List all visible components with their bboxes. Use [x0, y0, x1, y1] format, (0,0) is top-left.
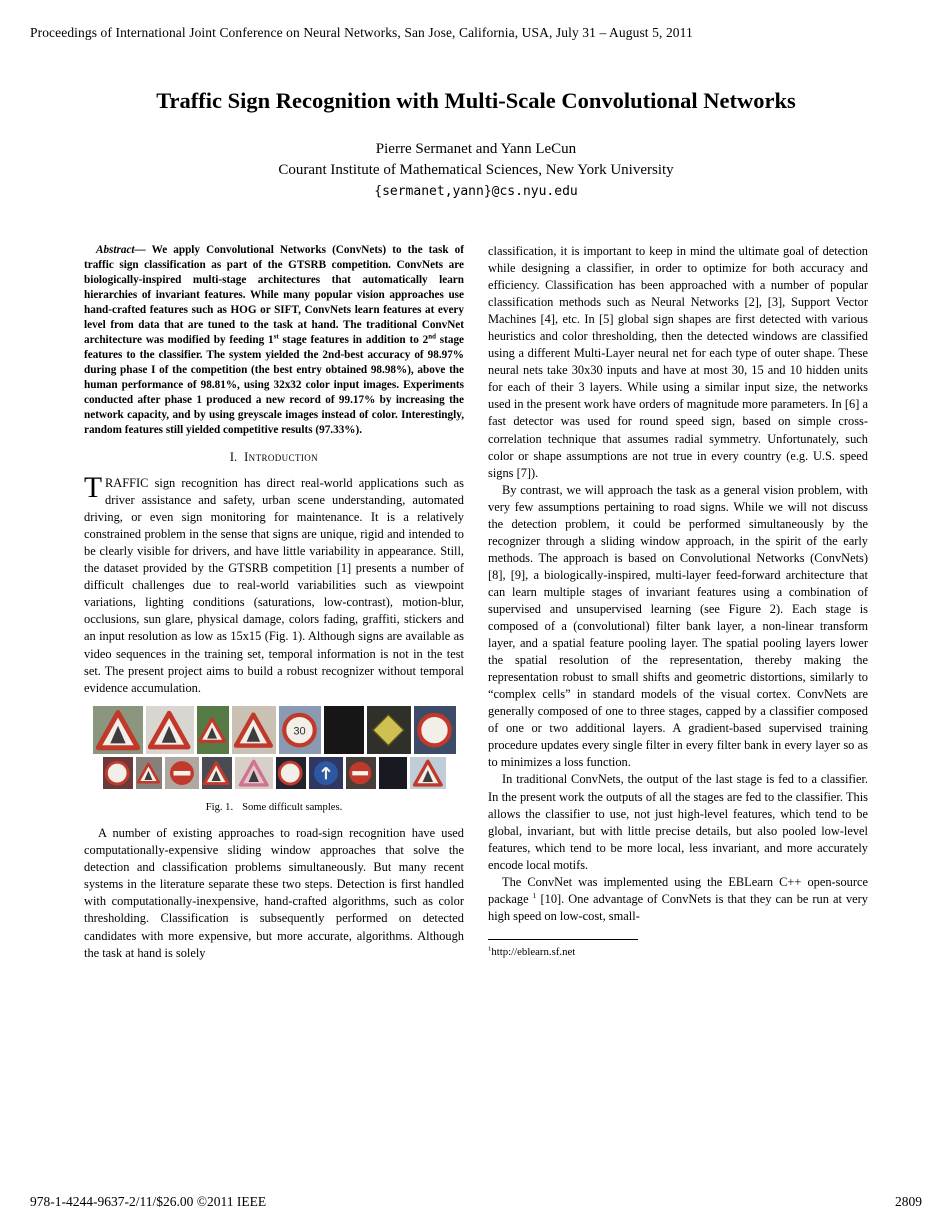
sign-thumbnail [410, 757, 446, 789]
dropcap-letter: T [84, 472, 103, 505]
sign-thumbnail [346, 757, 376, 789]
body-paragraph-right-2: By contrast, we will approach the task as a general vision problem, with very few assumptions pertaining to road signs. While we will not discuss the detection problem, it could be performed simultaneously by the recognizer through a sliding window approach, in the spirit of the early methods. The approach is based on Convolutional Networks (ConvNets) [8], [9], a biologically-inspired, multi-layer feed-forward architecture that can learn multiple stages of invariant features using a combination of supervised and unsupervised learning (see Figure 2). Each stage is composed of a (convolutional) filter bank layer, a non-linear transform layer, and a spatial feature pooling layer. The spatial pooling layers lower the spatial resolution of the representation, thereby making the representation robust to small shifts and geometric distortions, similarly to “complex cells” in standard models of the visual cortex. ConvNets are generally composed of one to three stages, capped by a classifier composed of one or two additional layers. A gradient-based supervised training procedure updates every single filter in every filter bank in every layer so as to minimizes a loss function. [488, 482, 868, 770]
section-number: I. [229, 450, 238, 464]
footnote-rule [488, 939, 638, 940]
body-paragraph-right-4a: The ConvNet was implemented using the EBLearn C++ open-source package [488, 874, 868, 906]
sign-thumbnail [165, 757, 199, 789]
left-column [84, 243, 464, 962]
figure-caption-text: Some difficult samples. [242, 801, 343, 813]
abstract-text-3: stage features to the classifier. The system yielded the 2nd-best accuracy of 98.97% during phase I of the competition (the best entry obtained 98.98%), above the human performance of 98.81%, using 32x32 color input images. Experiments conducted after phase 1 produced a new record of 99.17% by increasing the network capacity, and by using greyscale images instead of color. Interestingly, random features still yielded competitive results (97.33%). [84, 334, 464, 436]
figure-caption [84, 801, 464, 816]
abstract-text-2: stage features in addition to 2 [278, 334, 429, 346]
sign-thumbnail [93, 706, 143, 754]
sign-thumbnail [276, 757, 306, 789]
two-column-body [84, 243, 868, 962]
sign-thumbnail [235, 757, 273, 789]
footnote-marker: 1 [488, 945, 492, 953]
sign-thumbnail [232, 706, 276, 754]
right-column [488, 243, 868, 962]
abstract-text-1: We apply Convolutional Networks (ConvNets) to the task of traffic sign classification as part of the GTSRB competition. ConvNets are biologically-inspired multi-stage architectures that automatically learn hierarchies of invariant features. While many popular vision approaches use hand-crafted features such as HOG or SIFT, ConvNets learn features at every level from data that are tuned to the task at hand. The traditional ConvNet architecture was modified by feeding 1 [84, 244, 464, 346]
body-paragraph-left-2: A number of existing approaches to road-sign recognition have used computationally-expensive sliding window approaches that solve the detection and classification problems simultaneously. But many recent systems in the literature separate these two steps. Detection is first handled with computationally-inexpensive, hand-crafted algorithms, such as color thresholding. Classification is subsequently performed on detected candidates with more expensive, but more accurate, algorithms. Although the task at hand is solely [84, 826, 464, 960]
footnote [488, 939, 868, 960]
affiliation: Courant Institute of Mathematical Sciences, New York University [278, 162, 674, 178]
intro-paragraph [84, 472, 464, 697]
sign-thumbnail [136, 757, 162, 789]
body-paragraph-right-4b: [10]. One advantage of ConvNets is that they can be run at very high speed on low-cost, small- [488, 891, 868, 923]
svg-text:30: 30 [293, 725, 306, 738]
section-heading-introduction [84, 449, 464, 466]
sign-thumbnail [414, 706, 456, 754]
proceedings-header: Proceedings of International Joint Conference on Neural Networks, San Jose, California, USA, July 31 – August 5, 2011 [30, 25, 693, 40]
abstract-label: Abstract— [96, 244, 146, 256]
sign-thumbnail [202, 757, 232, 789]
paper-title: Traffic Sign Recognition with Multi-Scale Convolutional Networks [156, 88, 796, 113]
figure-1 [84, 706, 464, 816]
page-content [0, 88, 952, 962]
page-number: 2809 [895, 1194, 922, 1209]
intro-paragraph-text: RAFFIC sign recognition has direct real-world applications such as driver assistance and safety, urban scene understanding, automated driving, or even sign monitoring for maintenance. It is a relatively constrained problem in the sense that signs are unique, rigid and intended to be clearly visible for drivers, and have little variability in appearance. Still, the dataset provided by the GTSRB competition [1] presents a number of difficult challenges due to real-world variabilities such as viewpoint variations, lighting conditions (saturations, low-contrast), motion-blur, occlusions, sun glare, physical damage, colors fading, graffiti, stickers and an input resolution as low as 15x15 (Fig. 1). Although signs are available as video sequences in the training set, temporal information is not in the test set. The present project aims to build a robust recognizer without temporal evidence accumulation. [84, 476, 464, 695]
sign-thumbnail [309, 757, 343, 789]
sign-thumbnail [324, 706, 364, 754]
sign-thumbnail [367, 706, 411, 754]
section-title: Introduction [244, 450, 319, 464]
sign-thumbnail [103, 757, 133, 789]
figure-row-1 [84, 706, 464, 754]
superscript-st: st [273, 332, 279, 341]
sign-thumbnail [279, 706, 321, 754]
body-paragraph-right-1: classification, it is important to keep in mind the ultimate goal of detection while designing a classifier, in order to optimize for both accuracy and efficiency. Classification has been approached with a number of popular classification methods such as Neural Networks [2], [3], Support Vector Machines [4], etc. In [5] global sign shapes are first detected with various heuristics and color thresholding, then the detected windows are classified using a different Multi-Layer neural net for each type of outer shape. These neural nets take 30x30 inputs and have at most 30, 15 and 10 hidden units for each of their 3 layers. While using a similar input size, the networks used in the present work have orders of magnitude more parameters. In [6] a fast detector was used for round speed sign, based on simple cross-correlation technique that assumes radial symmetry. Unfortunately, such color or shape assumptions are not true in every country (e.g. U.S. speed signs [7]). [488, 244, 868, 480]
authors: Pierre Sermanet and Yann LeCun [375, 141, 577, 157]
body-paragraph-right-3: In traditional ConvNets, the output of the last stage is fed to a classifier. In the present work the outputs of all the stages are fed to the classifier. This allows the classifier to use, not just high-level features, which tend to be global, invariant, but with little precise details, but also pooled low-level features, which tend to be more local, less invariant, and more accurately encode local motifs. [488, 772, 868, 872]
byline [84, 141, 868, 199]
sign-thumbnail [197, 706, 229, 754]
figure-row-2 [84, 757, 464, 789]
figure-label: Fig. 1. [205, 801, 234, 813]
footnote-reference-marker: 1 [532, 890, 537, 900]
copyright-line: 978-1-4244-9637-2/11/$26.00 ©2011 IEEE [30, 1194, 267, 1209]
sign-thumbnail [379, 757, 407, 789]
superscript-nd: nd [428, 332, 436, 341]
email-address: {sermanet,yann}@cs.nyu.edu [374, 184, 578, 199]
sign-thumbnail [146, 706, 194, 754]
footnote-url: http://eblearn.sf.net [491, 945, 576, 958]
body-paragraph-right-4 [488, 874, 868, 925]
abstract [84, 243, 464, 438]
